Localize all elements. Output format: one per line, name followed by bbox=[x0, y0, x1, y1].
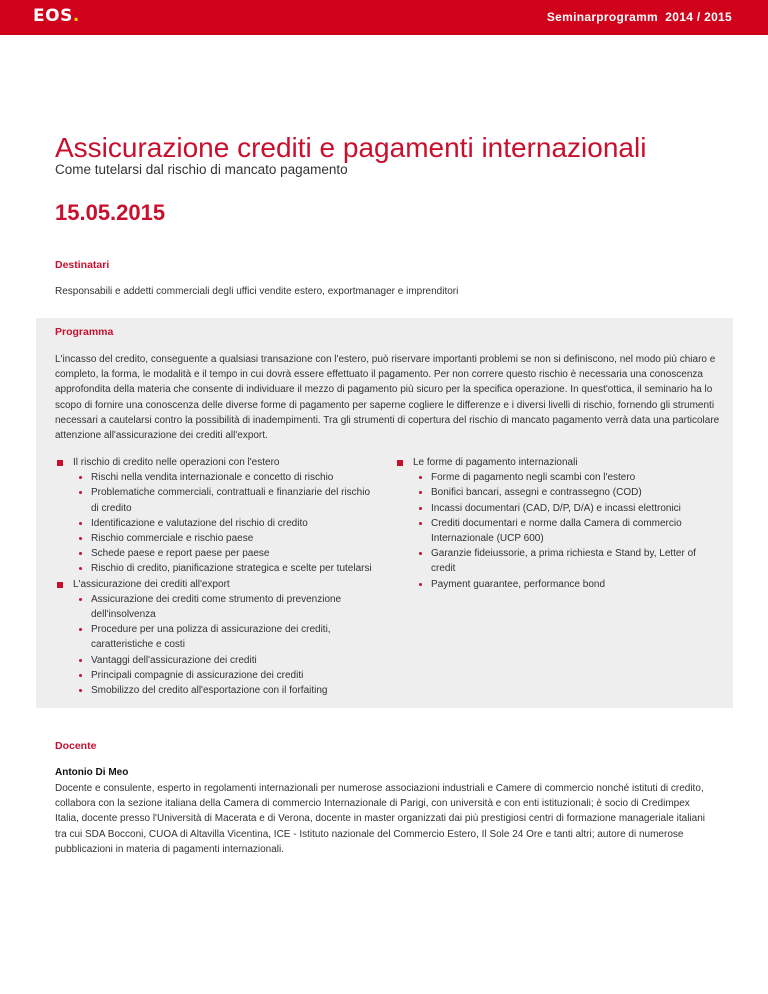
square-bullet-icon bbox=[57, 582, 63, 588]
dot-bullet-icon bbox=[79, 476, 82, 479]
programma-section bbox=[36, 318, 733, 708]
dot-bullet-icon bbox=[79, 659, 82, 662]
dot-bullet-icon bbox=[79, 491, 82, 494]
subtopic-text: Forme di pagamento negli scambi con l'estero bbox=[431, 472, 636, 484]
dot-bullet-icon bbox=[79, 689, 82, 692]
dot-bullet-icon bbox=[79, 552, 82, 555]
topic-item bbox=[55, 455, 375, 577]
topics-left-column bbox=[55, 455, 375, 698]
topic-title: Il rischio di credito nelle operazioni con l'estero bbox=[73, 457, 280, 468]
docente-name: Antonio Di Meo bbox=[55, 767, 129, 778]
header-bar bbox=[0, 0, 768, 35]
destinatari-text: Responsabili e addetti commerciali degli uffici vendite estero, exportmanager e imprenditori bbox=[55, 286, 459, 297]
subtopic-item bbox=[73, 622, 375, 652]
dot-bullet-icon bbox=[419, 552, 422, 555]
subtopic-item bbox=[73, 668, 375, 683]
dot-bullet-icon bbox=[79, 598, 82, 601]
topic-list-left bbox=[55, 455, 375, 698]
topic-title: Le forme di pagamento internazionali bbox=[413, 457, 578, 468]
subtopic-item bbox=[73, 470, 375, 485]
dot-bullet-icon bbox=[79, 522, 82, 525]
destinatari-heading: Destinatari bbox=[55, 259, 110, 271]
topic-item bbox=[55, 577, 375, 699]
dot-bullet-icon bbox=[79, 537, 82, 540]
subtopic-text: Payment guarantee, performance bond bbox=[431, 578, 605, 590]
docente-heading: Docente bbox=[55, 740, 97, 752]
subtopic-item bbox=[73, 561, 375, 576]
page-title: Assicurazione crediti e pagamenti internazionali bbox=[55, 132, 647, 163]
subtopic-item bbox=[413, 577, 715, 592]
subtopic-item bbox=[413, 485, 715, 500]
subtopic-text: Problematiche commerciali, contrattuali e finanziarie del rischio di credito bbox=[91, 487, 371, 514]
square-bullet-icon bbox=[397, 460, 403, 466]
subtopic-item bbox=[413, 546, 715, 576]
subtopic-item bbox=[73, 531, 375, 546]
subtopic-text: Principali compagnie di assicurazione dei crediti bbox=[91, 669, 304, 681]
subtopic-item bbox=[413, 516, 715, 546]
dot-bullet-icon bbox=[419, 491, 422, 494]
dot-bullet-icon bbox=[419, 507, 422, 510]
page-subtitle: Come tutelarsi dal rischio di mancato pagamento bbox=[55, 162, 348, 177]
subtopic-list bbox=[73, 470, 375, 576]
dot-bullet-icon bbox=[79, 674, 82, 677]
subtopic-list bbox=[413, 470, 715, 592]
subtopic-item bbox=[73, 592, 375, 622]
programma-heading: Programma bbox=[55, 326, 114, 338]
subtopic-text: Identificazione e valutazione del rischio di credito bbox=[91, 517, 308, 529]
topic-item bbox=[395, 455, 715, 592]
subtopic-item bbox=[73, 516, 375, 531]
dot-bullet-icon bbox=[419, 476, 422, 479]
subtopic-text: Schede paese e report paese per paese bbox=[91, 548, 270, 560]
subtopic-text: Vantaggi dell'assicurazione dei crediti bbox=[91, 654, 257, 666]
topics-right-column bbox=[395, 455, 715, 592]
subtopic-text: Garanzie fideiussorie, a prima richiesta e Stand by, Letter of credit bbox=[431, 548, 696, 575]
subtopic-text: Rischio di credito, pianificazione strategica e scelte per tutelarsi bbox=[91, 563, 372, 575]
subtopic-item bbox=[413, 470, 715, 485]
dot-bullet-icon bbox=[79, 628, 82, 631]
subtopic-text: Smobilizzo del credito all'esportazione con il forfaiting bbox=[91, 685, 328, 697]
subtopic-text: Rischio commerciale e rischio paese bbox=[91, 533, 254, 545]
topic-title: L'assicurazione dei crediti all'export bbox=[73, 578, 230, 590]
subtopic-text: Procedure per una polizza di assicurazione dei crediti, caratteristiche e costi bbox=[91, 624, 331, 651]
docente-bio: Docente e consulente, esperto in regolamenti internazionali per numerose associazioni industriali e Camere di commercio nonché istituti di credito, collabora con la sezione italiana della Camera di commercio Internazionale di Parigi, con università e con enti istituzionali; è socio di Credimpex Italia, docente presso l'Università di Macerata e di Verona, docente in master organizzati dai più prestigiosi centri di formazione manageriale italiani tra cui SDA Bocconi, CUOA di Altavilla Vicentina, ICE - Istituto nazionale del Commercio Estero, Il Sole 24 Ore e tanti altri; autore di numerose pubblicazioni in materia di pagamenti internazionali. bbox=[55, 783, 706, 855]
subtopic-text: Rischi nella vendita internazionale e concetto di rischio bbox=[91, 472, 334, 484]
subtopic-item bbox=[73, 683, 375, 698]
subtopic-item bbox=[73, 546, 375, 561]
seminar-date: 15.05.2015 bbox=[55, 200, 166, 225]
dot-bullet-icon bbox=[419, 522, 422, 525]
subtopic-text: Incassi documentari (CAD, D/P, D/A) e incassi elettronici bbox=[431, 502, 681, 514]
programma-text: L'incasso del credito, conseguente a qualsiasi transazione con l'estero, può riservare importanti problemi se non si definiscono, nel modo più chiaro e completo, la forma, le modalità e il tempo in cui dovrà essere effettuato il pagamento. Per non correre questo rischio è necessaria una conoscenza approfondita della materia che consente di individuare il mezzo di pagamento più sicuro per la specifica operazione. In quest'ottica, il seminario ha lo scopo di fornire una conoscenza delle diverse forme di pagamento per saperne cogliere le differenze e i diversi livelli di rischio, fornendo gli strumenti necessari a cautelarsi contro la possibilità di inadempimenti. Tra gli strumenti di copertura del rischio di mancato pagamento verrà data una particolare attenzione all'assicurazione dei crediti all'export. bbox=[55, 354, 720, 442]
subtopic-item bbox=[73, 653, 375, 668]
dot-bullet-icon bbox=[79, 567, 82, 570]
subtopic-text: Crediti documentari e norme dalla Camera di commercio Internazionale (UCP 600) bbox=[431, 517, 682, 545]
topic-list-right bbox=[395, 455, 715, 592]
subtopic-item bbox=[413, 501, 715, 516]
subtopic-item bbox=[73, 485, 375, 515]
program-label: Seminarprogramm 2014 / 2015 bbox=[546, 10, 732, 24]
dot-bullet-icon bbox=[419, 583, 422, 586]
subtopic-text: Bonifici bancari, assegni e contrassegno (COD) bbox=[431, 487, 642, 499]
logo-text: EOS bbox=[33, 6, 73, 26]
logo-dot: . bbox=[72, 6, 80, 26]
subtopic-list bbox=[73, 592, 375, 698]
subtopic-text: Assicurazione dei crediti come strumento di prevenzione dell'insolvenza bbox=[91, 593, 342, 621]
eos-logo bbox=[33, 6, 80, 26]
square-bullet-icon bbox=[57, 460, 63, 466]
